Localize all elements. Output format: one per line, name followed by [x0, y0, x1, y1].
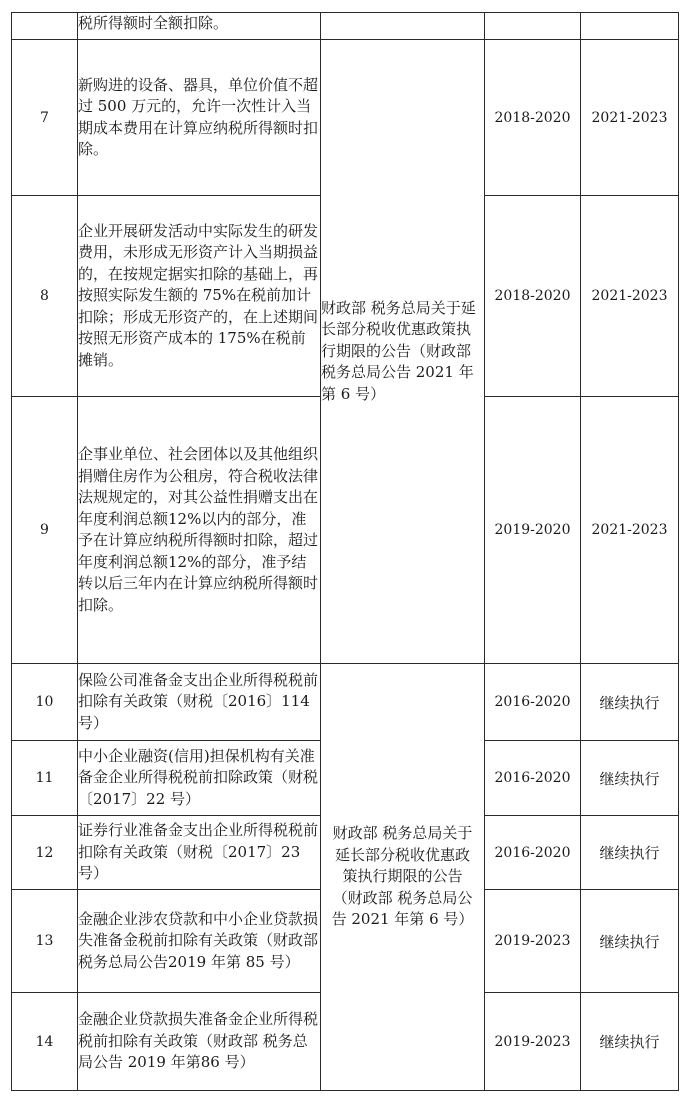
extended-period: 继续执行: [581, 993, 679, 1091]
extended-period: 继续执行: [581, 741, 679, 816]
extended-period: 2021-2023: [581, 196, 679, 397]
extended-period: 继续执行: [581, 816, 679, 890]
extended-period: [581, 13, 679, 40]
policy-content: 保险公司准备金支出企业所得税税前扣除有关政策（财税〔2016〕114 号）: [78, 664, 321, 741]
table-row: [12, 40, 679, 196]
tax-policy-table: [11, 12, 679, 1091]
original-period: 2018-2020: [485, 40, 581, 196]
policy-content: 金融企业涉农贷款和中小企业贷款损失准备金税前扣除有关政策（财政部 税务总局公告2019 年第 85 号）: [78, 890, 321, 993]
row-number: 9: [12, 397, 78, 664]
policy-content: 中小企业融资(信用)担保机构有关准备金企业所得税税前扣除政策（财税〔2017〕22 号）: [78, 741, 321, 816]
row-number: 7: [12, 40, 78, 196]
table-row: [12, 664, 679, 741]
row-number: 13: [12, 890, 78, 993]
policy-content: 新购进的设备、器具，单位价值不超过 500 万元的，允许一次性计入当期成本费用在计算应纳税所得额时扣除。: [78, 40, 321, 196]
row-number: 14: [12, 993, 78, 1091]
original-period: 2016-2020: [485, 816, 581, 890]
extended-period: 继续执行: [581, 890, 679, 993]
row-number: [12, 13, 78, 40]
policy-content: 税所得额时全额扣除。: [78, 13, 321, 40]
original-period: 2019-2023: [485, 993, 581, 1091]
original-period: 2016-2020: [485, 741, 581, 816]
table-row: [12, 13, 679, 40]
extended-period: 2021-2023: [581, 40, 679, 196]
policy-content: 金融企业贷款损失准备金企业所得税税前扣除有关政策（财政部 税务总局公告 2019 年第86 号）: [78, 993, 321, 1091]
original-period: 2019-2023: [485, 890, 581, 993]
extended-period: 继续执行: [581, 664, 679, 741]
row-number: 10: [12, 664, 78, 741]
policy-source-cell: [321, 13, 485, 40]
policy-source: 财政部 税务总局关于延长部分税收优惠政策执行期限的公告（财政部 税务总局公告 2021 年第 6 号）: [321, 40, 485, 664]
top-border: [11, 0, 678, 1]
policy-source: 财政部 税务总局关于延长部分税收优惠政策执行期限的公告（财政部 税务总局公告 2021 年第 6 号）: [321, 664, 485, 1091]
policy-content: 企事业单位、社会团体以及其他组织捐赠住房作为公租房，符合税收法律法规规定的，对其公益性捐赠支出在年度利润总额12%以内的部分，准予在计算应纳税所得额时扣除，超过年度利润总额12%的部分，准予结转以后三年内在计算应纳税所得额时扣除。: [78, 397, 321, 664]
original-period: 2016-2020: [485, 664, 581, 741]
row-number: 12: [12, 816, 78, 890]
original-period: 2019-2020: [485, 397, 581, 664]
original-period: 2018-2020: [485, 196, 581, 397]
row-number: 8: [12, 196, 78, 397]
row-number: 11: [12, 741, 78, 816]
original-period: [485, 13, 581, 40]
extended-period: 2021-2023: [581, 397, 679, 664]
policy-content: 企业开展研发活动中实际发生的研发费用，未形成无形资产计入当期损益的，在按规定据实扣除的基础上，再按照实际发生额的 75%在税前加计扣除；形成无形资产的，在上述期间按照无形资产成本的 175%在税前摊销。: [78, 196, 321, 397]
policy-content: 证券行业准备金支出企业所得税税前扣除有关政策（财税〔2017〕23 号）: [78, 816, 321, 890]
